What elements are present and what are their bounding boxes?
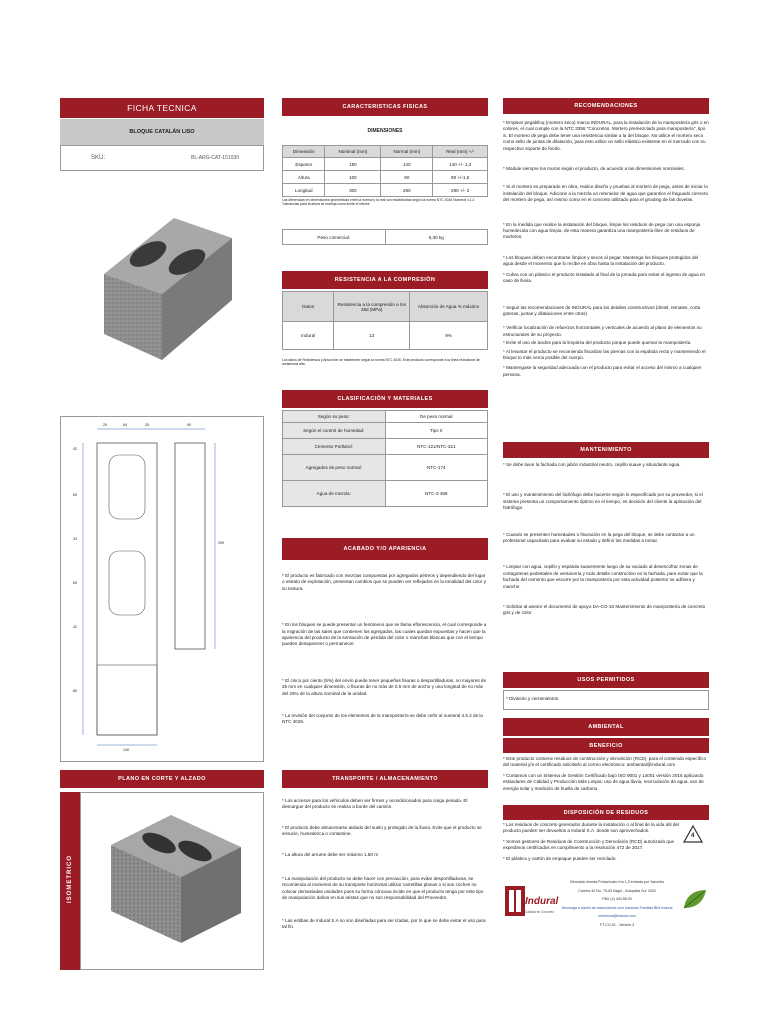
sku-row <box>60 145 264 171</box>
dim-right: 290 <box>218 541 224 545</box>
resistencia-title: RESISTENCIA A LA COMPRESIÓN <box>282 271 488 289</box>
cell: NTC-174 <box>385 455 488 481</box>
mantenimiento-body: * Se debe lavar la fachada con jabón industrial neutro, cepillo suave y abundante agua. * El uso y mantenimiento del hidrófugo debe hacerse según lo especificado por su proveedor, si el sistema presenta un comportamiento óptimo en el tiempo, es decisión del cliente la aplicación del hidrófugo. * Cuando se presenten humedades o fisuración en la pega del bloque, se debe contactar a un profesional capacitado para evaluar su estado y definir las medidas a tomar. * Limpiar con agua, cepillo y espátula suavemente luego de su vaciado al desencofrar zonas de cortagoteras pedestales de ventanería y todo detalle constructivo en la fachada, para evitar que la fachada del cemento que escurre por la mampostería por esta actividad posterior se adhiera y manche. * Solicitar al asesor el documento de apoyo DA-CO-10 Mantenimiento de mampostería de concreto gris y de color <box>503 462 706 616</box>
dim-top-3: 25 <box>145 423 149 427</box>
cell: Según el control de humedad: <box>283 423 386 439</box>
cell: 300 <box>325 184 381 197</box>
transporte-item: Los accesos para los vehículos deben ser firmes y acondicionados para carga pesada. El descargue del producto se realiza a borde del camión. <box>282 798 468 810</box>
rec-item: Module siempre los muros según el producto, de acuerdo a las dimensiones nominales. <box>506 166 685 172</box>
cell: Tipo II <box>385 423 488 439</box>
cell: Longitud <box>283 184 325 197</box>
cell: 90 +/-1,5 <box>433 171 488 184</box>
res-header: Absorción de Agua % máximo <box>410 292 488 322</box>
resistance-table <box>282 291 488 350</box>
ambiental-title: AMBIENTAL <box>503 718 709 736</box>
rec-item: Los bloques deben encontrarse limpios y secos al pegar. Mantenga los bloques protegidos del agua desde el momento que lo recibe en obra hasta la instalación del producto. <box>503 254 699 267</box>
plan-title: PLANO EN CORTE Y ALZADO <box>60 770 264 788</box>
contact-line: Girardota Vereda Portachuelo Km 1,3 entrada por Yarumito <box>569 880 665 884</box>
isometric-view <box>80 792 264 970</box>
sku-label: SKU: <box>91 155 106 161</box>
table-row <box>283 439 488 455</box>
acabado-item: En los bloques se puede presentar un fenómeno que se llama eflorescencia, el cual corresponde a la migración de las sales que contienen los agregados, las cuales quedan expuestas y hacen que la apariencia del producto de la sensación de pérdida del color o manchas blancas que con el tiempo pueden desaparecer o permanecer. <box>282 622 487 647</box>
classification-table <box>282 410 488 507</box>
man-item: Cuando se presenten humedades o fisuración en la pega del bloque, se debe contactar a un profesional capacitado para evaluar su estado y definir las medidas a tomar. <box>503 531 695 544</box>
recomendaciones-title: RECOMENDACIONES <box>503 98 709 114</box>
transporte-body: * Los accesos para los vehículos deben ser firmes y acondicionados para carga pesada. El descargue del producto se realiza a borde del camión. * El producto debe almacenarse aislado del suelo y protegido de la lluvia. Evite que el producto se ensucie, humedezca o contamine. * La altura del arrume debe ser máximo 1.50 m * La manipulación del producto se debe hacer con precaución, para evitar desportilladuras, se recomienda al momento de su transporte horizontal utilizar carretillas planas o si son coches no colocar demasiadas unidades pues su forma cóncava incide en que el producto tenga por este tipo de manipulación daños en sus aristas que no son responsabilidad del Proveedor. * Las estibas de Indural S.A no son diseñadas para ser izadas, por lo que se debe evitar el uso para tal fin. <box>282 798 486 930</box>
recycle-number: 4 <box>691 833 695 839</box>
weight-table <box>282 229 488 245</box>
acabado-title: ACABADO Y/O APARIENCIA <box>282 538 488 560</box>
recycle-icon <box>682 824 704 846</box>
dim-bottom: 140 <box>123 748 129 752</box>
rec-item: Emplear pegablloq (mortero seco) marca INDURAL, para la instalación de la mampostería gris o en colores, el cual cumple con la NTC 3356 "Concretos. Mortero premezclado para mampostería", tipo S. El mortero de pega debe tener una resistencia similar a la del bloque. No utilice el mortero seco como sello de juntas de dilatación, para esto utilice un sello elástico existente en el mercado con su respectivo soporte de fondo. <box>503 120 709 151</box>
brand-tagline: Calidad en Concreto <box>525 910 555 914</box>
cell: NTC-3 459 <box>385 481 488 507</box>
usos-box: * Divisorio y cerramientos. <box>503 690 709 710</box>
acabado-item: El producto es fabricado con mezclas compuestas por agregados pétreos y dependiendo del lugar o estrato de explotación, presentan cambios que se pueden ver reflejados en la tonalidad del color y su textura. <box>282 573 487 591</box>
dim-left-5: 42 <box>73 625 77 629</box>
rec-item: Evite el uso de ácidos para la limpieza del producto porque puede quemar la mampostería. <box>506 340 692 346</box>
contact-link[interactable]: Descarga a través de www.indural.com nuestras Familias BIM Indural <box>561 905 673 910</box>
usos-title: USOS PERMITIDOS <box>503 672 709 688</box>
man-item: Solicitar al asesor el documento de apoyo DA-CO-10 Mantenimiento de mampostería de concreto gris y de color <box>503 604 706 616</box>
cell: Cemento Portland: <box>283 439 386 455</box>
leaf-icon <box>682 888 708 910</box>
sheet-title: FICHA TECNICA <box>60 98 264 118</box>
rec-item: Si el mortero es preparado en obra, realice diseño y pruebas al mortero de pega, antes de iniciar la instalación del bloque. Adicione a la mezcla un retenedor de agua que garantice el fraguado correcto del mortero de pega, así mismo como en el concreto utilizado para el grouting de las dovelas. <box>503 184 709 203</box>
beneficio-title: BENEFICIO <box>503 738 709 753</box>
iso-vertical-label: ISOMETRICO <box>67 855 73 904</box>
cell: 140 <box>381 158 433 171</box>
block-photo <box>64 182 260 382</box>
table-row <box>283 171 488 184</box>
table-row <box>283 322 488 350</box>
contact-line: PBX (4) 444 88 00 <box>602 897 632 902</box>
contact-line: Carrera 42 No. 75-83 Itagüí - Autopista Sur 3263 <box>578 888 656 893</box>
rec-item: En la medida que realice la instalación del bloque, limpie los residuos de pega con una esponja humedecida con agua limpia, de esta manera garantiza una mampostería libre de residuos de morteros. <box>503 221 701 240</box>
transporte-item: La altura del arrume debe ser máximo 1.50 m <box>285 851 379 857</box>
dim-header: Normal (mm) <box>381 146 433 158</box>
dis-item: Somos gestores de Residuos de Construcción y Demolición (RCD) autorizado que expedimos certificados en cumplimiento a la resolución 472 de 2017. <box>503 838 675 851</box>
cell: Espesor <box>283 158 325 171</box>
sku-value: BL-ARG-CAT-151030 <box>191 155 239 161</box>
disposicion-body: * Los residuos de concreto generados durante la instalación o al final de la vida útil del producto pueden ser devueltos a Indural S.A. donde son aprovechados. * Somos gestores de Residuos de Construcción y Demolición (RCD) autorizado que expedimos certificados en cumplimiento a la resolución 472 de 2017. * El plástico y cartón de empaque pueden ser reciclado. <box>503 822 679 861</box>
recomendaciones-body: * Emplear pegablloq (mortero seco) marca INDURAL, para la instalación de la mampostería gris o en colores, el cual cumple con la NTC 3356 "Concretos. Mortero premezclado para mampostería", tipo S. El mortero de pega debe tener una resistencia similar a la del bloque. No utilice el mortero seco como sello de juntas de dilatación, para esto utilice un sello elástico existente en el mercado con su respectivo soporte de fondo. * Module siempre los muros según el producto, de acuerdo a las dimensiones nominales. * Si el mortero es preparado en obra, realice diseño y pruebas al mortero de pega, antes de iniciar la instalación del bloque. Adicione a la mezcla un retenedor de agua que garantice el fraguado correcto del mortero de pega, así mismo como en el concreto utilizado para el grouting de las dovelas. * En la medida que realice la instalación del bloque, limpie los residuos de pega con una esponja humedecida con agua limpia, de esta manera garantiza una mampostería libre de residuos de morteros. * Los bloques deben encontrarse limpios y secos al pegar. Mantenga los bloques protegidos del agua desde el momento que lo recibe en obra hasta la instalación del producto. * Cubra con un plástico el producto instalado al final de la jornada para evitar el ingreso de agua en caso de lluvia. * Seguir las recomendaciones de INDURAL para los detalles constructivos (dintel, remates, corta goteras, juntas y dilataciones entre otros) * Verificar localización de refuerzos horizontales y verticales de acuerdo al plano de elementos no estructurales de su proyecto. * Evite el uso de ácidos para la limpieza del producto porque puede quemar la mampostería. * Al levantar el producto se recomienda fiscalizar las piernas con la espátula recta y manteniendo el bloque lo más cerca posible del cuerpo. * Mantengase la seguridad adecuada con el producto para evitar el acceso del mismo a cualquier persona. <box>503 120 709 377</box>
iso-side-bar <box>60 792 80 970</box>
usos-item: Divisorio y cerramientos. <box>509 696 560 701</box>
ben-item: Contamos con un Sistema de Gestión Certificado bajo ISO 9001 y 14001 versión 2015 aplicando estándares de Calidad y Producción Más Limpia: uso de agua lluvia, recirculación de agua, uso de energía solar y medición de huella de carbono. <box>503 772 704 791</box>
transporte-item: El producto debe almacenarse aislado del suelo y protegido de la lluvia. Evite que el producto se ensucie, humedezca o contamine. <box>282 824 482 837</box>
cell: De peso normal <box>385 411 488 423</box>
cell: 9% <box>410 322 488 350</box>
dim-left-1: 42 <box>73 447 77 451</box>
rec-item: Mantengase la seguridad adecuada con el producto para evitar el acceso del mismo a cualquier persona. <box>503 365 702 377</box>
cell: 13 <box>334 322 410 350</box>
product-name: BLOQUE CATALÁN LISO <box>60 119 264 145</box>
transporte-title: TRANSPORTE / ALMACENAMIENTO <box>282 770 488 788</box>
beneficio-body: * Este producto contiene residuos de construcción y demolición (RCD), para el contenido específico del material y/o el certificado solicitarlo al correo electrónico: ambiental@indural.com * Contamos con un Sistema de Gestión Certificado bajo ISO 9001 y 14001 versión 2015 aplicando estándares de Calidad y Producción Más Limpia: uso de agua lluvia, recirculación de agua, uso de energía solar y medición de huella de carbono. <box>503 756 707 791</box>
transporte-item: La manipulación del producto se debe hacer con precaución, para evitar desportilladuras, se recomienda al momento de su transporte horizontal utilizar carretillas planas o si son coches no colocar demasiadas unidades pues su forma cóncava incide en que el producto tenga por este tipo de manipulación daños en sus aristas que no son responsabilidad del Proveedor. <box>282 876 484 901</box>
indural-logo <box>505 880 559 926</box>
cell: 100 <box>325 171 381 184</box>
ben-item: Este producto contiene residuos de construcción y demolición (RCD), para el contenido específico del material y/o el certificado solicitarlo al correo electrónico: ambiental@indural.com <box>503 756 707 768</box>
table-row <box>283 481 488 507</box>
mantenimiento-title: MANTENIMIENTO <box>503 442 709 458</box>
table-row <box>283 158 488 171</box>
dim-left-3: 33 <box>73 537 77 541</box>
man-item: Limpiar con agua, cepillo y espátula suavemente luego de su vaciado al desencofrar zonas de cortagoteras pedestales de ventanería y todo detalle constructivo en la fachada, para evitar que la fachada del cemento que escurre por la mampostería por esta actividad posterior se adhiera y manche. <box>503 564 703 589</box>
res-header: Datos <box>283 292 334 322</box>
rec-item: Al levantar el producto se recomienda fiscalizar las piernas con la espátula recta y manteniendo el bloque lo más cerca posible del cuerpo. <box>503 348 706 360</box>
table-row <box>283 411 488 423</box>
brand-name: Indural <box>525 896 559 907</box>
weight-label: Peso comercial: <box>283 230 386 245</box>
dim-header: Real (mm) +/- <box>433 146 488 158</box>
contact-email[interactable]: comercial@indural.com <box>598 914 636 919</box>
weight-value: 5,30 kg <box>385 230 488 245</box>
technical-drawing <box>60 416 264 762</box>
rec-item: Verificar localización de refuerzos horizontales y verticales de acuerdo al plano de elementos no estructurales de su proyecto. <box>503 325 702 337</box>
contact-line: FT-CO-01 - Versión 3 <box>599 922 635 927</box>
dim-left-2: 69 <box>73 493 77 497</box>
table-row <box>283 184 488 197</box>
caracteristicas-title: CARACTERISTICAS FISICAS <box>282 98 488 116</box>
dim-bottom-left: 80 <box>73 689 77 693</box>
table-row <box>283 455 488 481</box>
dimensions-table <box>282 145 488 197</box>
cell: Según su peso: <box>283 411 386 423</box>
res-header: Resistencia a la compresión a los 28d (MPa) <box>334 292 410 322</box>
clasificacion-title: CLASIFICACIÓN Y MATERIALES <box>282 390 488 408</box>
acabado-item: El cinco por ciento (5%) del envío puede tener pequeñas fisuras o desportilladuras, no mayores de 25 mm en cualquier dimensión, o fisuras de no más de 0.5 mm de ancho y una longitud de no más del 25% de la altura nominal de la unidad. <box>282 677 487 696</box>
dim-top-1: 25 <box>103 423 107 427</box>
dim-left-4: 69 <box>73 581 77 585</box>
cell: Indural <box>283 322 334 350</box>
disposicion-title: DISPOSICIÓN DE RESIDUOS <box>503 805 709 820</box>
dim-top-4: 90 <box>187 423 191 427</box>
rec-item: Cubra con un plástico el producto instalado al final de la jornada para evitar el ingreso de agua en caso de lluvia. <box>503 271 706 284</box>
dim-header: Dimensión <box>283 146 325 158</box>
acabado-body: * El producto es fabricado con mezclas compuestas por agregados pétreos y dependiendo del lugar o estrato de explotación, presentan cambios que se pueden ver reflejados en la tonalidad del color y su textura. * En los bloques se puede presentar un fenómeno que se llama eflorescencia, el cual corresponde a la migración de las sales que contienen los agregados, las cuales quedan expuestas y hacen que la apariencia del producto de la sensación de pérdida del color o manchas blancas que con el tiempo pueden desaparecer o permanecer. * El cinco por ciento (5%) del envío puede tener pequeñas fisuras o desportilladuras, no mayores de 25 mm en cualquier dimensión, o fisuras de no más de 0.5 mm de ancho y una longitud de no más del 25% de la altura nominal de la unidad. * La revisión del conjunto de los elementos de la mampostería se debe ceñir al numeral 4.6.2 de la NTC 4026. <box>282 573 487 725</box>
cell: 290 +/- 2 <box>433 184 488 197</box>
rec-item: Seguir las recomendaciones de INDURAL para los detalles constructivos (dintel, remates, corta goteras, juntas y dilataciones entre otros) <box>503 304 701 316</box>
dimensions-note: Las diferencias en dimensiones geométricas entre la normal y la real son establecidas según la norma NTC 4026 Numeral 4.1.2 Tolerancias para la altura se maneja como límite el inferior. <box>282 198 475 207</box>
cell: Agregados de peso normal: <box>283 455 386 481</box>
cell: 140 +/- 1,4 <box>433 158 488 171</box>
cell: 90 <box>381 171 433 184</box>
acabado-item: La revisión del conjunto de los elementos de la mampostería se debe ceñir al numeral 4.6.2 de la NTC 4026. <box>282 713 483 725</box>
cell: 290 <box>381 184 433 197</box>
dimensiones-title: DIMENSIONES <box>367 128 403 134</box>
transporte-item: Las estibas de Indural S.A no son diseñadas para ser izadas, por lo que se debe evitar el uso para tal fin. <box>282 917 486 930</box>
cell: NTC-121/NTC-321 <box>385 439 488 455</box>
man-item: Se debe lavar la fachada con jabón industrial neutro, cepillo suave y abundante agua. <box>506 462 681 467</box>
dis-item: El plástico y cartón de empaque pueden ser reciclado. <box>506 855 617 861</box>
table-row <box>283 423 488 439</box>
resistance-note: Los datos de Resistencia y Absorción se establecen según la norma NTC 4026. Este producto corresponde a la línea estructural de resistencia alta. <box>282 358 480 367</box>
man-item: El uso y mantenimiento del hidrófugo debe hacerse según lo especificado por su proveedor, si el sistema presenta un comportamiento óptimo en el tiempo, es decisión del cliente la aplicación del hidrófugo. <box>503 492 703 511</box>
dim-top-2: 64 <box>123 423 127 427</box>
cell: Agua de mezcla: <box>283 481 386 507</box>
dim-header: Nominal (mm) <box>325 146 381 158</box>
dis-item: Los residuos de concreto generados durante la instalación o al final de la vida útil del producto pueden ser devueltos a Indural S.A. donde son aprovechados. <box>503 822 679 834</box>
cell: 150 <box>325 158 381 171</box>
cell: Altura <box>283 171 325 184</box>
contact-block <box>556 880 678 928</box>
